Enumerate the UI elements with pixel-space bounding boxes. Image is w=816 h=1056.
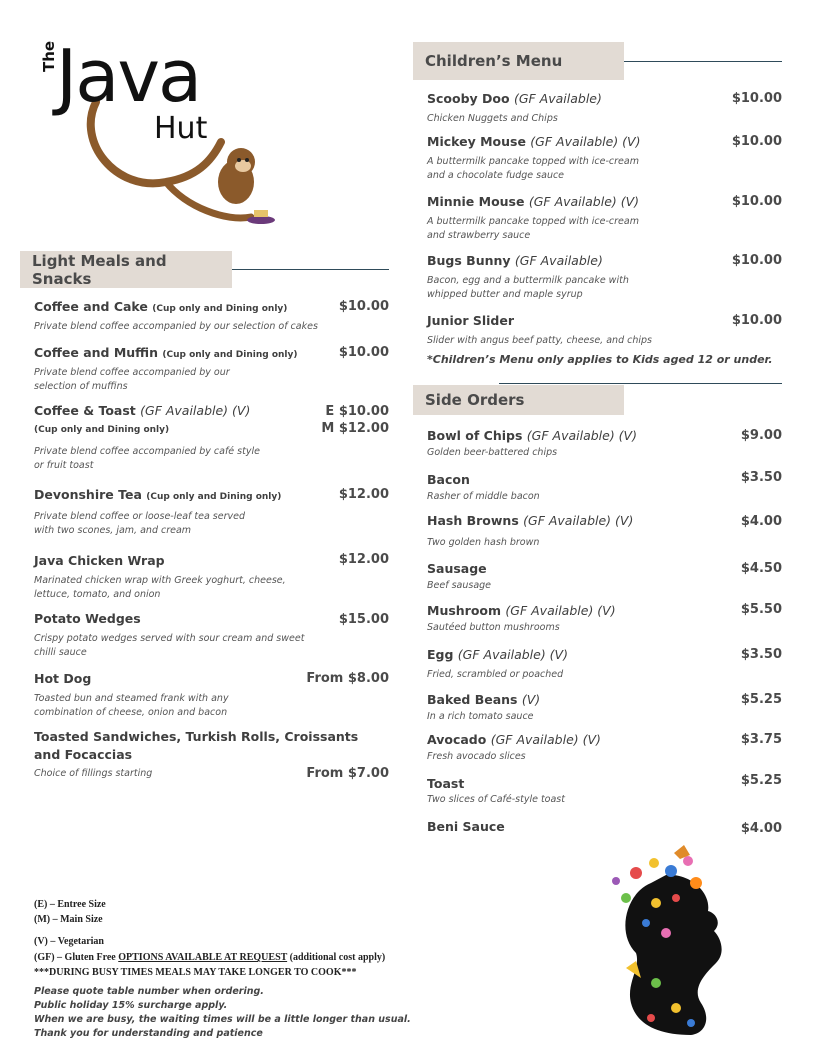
item-tag: (GF Available) (V) bbox=[505, 603, 616, 618]
gf-prefix: (GF) – Gluten Free bbox=[34, 952, 119, 963]
side-item-mushroom bbox=[427, 603, 727, 635]
item-desc-line2: lettuce, tomato, and onion bbox=[34, 589, 161, 600]
item-price-entree: E $10.00 bbox=[325, 404, 389, 419]
item-name: Sausage bbox=[427, 561, 487, 576]
side-item-egg bbox=[427, 647, 727, 682]
menu-item-junior-slider bbox=[427, 313, 767, 348]
floral-woman-illustration bbox=[596, 843, 756, 1038]
floral-silhouette-icon bbox=[596, 843, 756, 1038]
item-desc-line1: Crispy potato wedges served with sour cream and sweet bbox=[34, 633, 305, 644]
legend-gluten-free bbox=[34, 952, 385, 963]
menu-item-bugs-bunny bbox=[427, 253, 727, 302]
item-name: Bacon bbox=[427, 472, 470, 487]
item-price: $4.00 bbox=[740, 821, 782, 836]
item-note: (Cup only and Dining only) bbox=[146, 492, 282, 502]
gf-suffix: (additional cost apply) bbox=[287, 952, 386, 963]
item-desc: Golden beer-battered chips bbox=[427, 447, 558, 458]
logo-hut: Hut bbox=[154, 111, 208, 146]
item-desc-line2: selection of muffins bbox=[34, 381, 128, 392]
menu-item-potato-wedges bbox=[34, 611, 334, 660]
menu-item-coffee-cake bbox=[34, 299, 334, 334]
item-desc: In a rich tomato sauce bbox=[427, 711, 534, 722]
item-name: Java Chicken Wrap bbox=[34, 553, 165, 568]
item-price: $3.75 bbox=[740, 732, 782, 747]
item-desc-line2: chilli sauce bbox=[34, 647, 87, 658]
item-note: (Cup only and Dining only) bbox=[34, 425, 170, 435]
item-desc: Slider with angus beef patty, cheese, and chips bbox=[427, 335, 652, 346]
footer-note-3: When we are busy, the waiting times will be a little longer than usual. bbox=[34, 1014, 411, 1025]
legend-vegetarian: (V) – Vegetarian bbox=[34, 936, 104, 947]
side-item-baked-beans bbox=[427, 692, 727, 724]
item-name: Toast bbox=[427, 776, 465, 791]
item-desc-line1: Private blend coffee accompanied by café style bbox=[34, 446, 260, 457]
logo-the: The bbox=[40, 40, 58, 72]
childrens-menu-note: *Children’s Menu only applies to Kids aged 12 or under. bbox=[427, 353, 773, 366]
item-price: $10.00 bbox=[731, 313, 782, 328]
item-name: Hot Dog bbox=[34, 671, 92, 686]
item-price: $9.00 bbox=[740, 428, 782, 443]
item-price: $10.00 bbox=[731, 134, 782, 149]
light-meals-rule bbox=[232, 269, 389, 270]
item-price: $10.00 bbox=[731, 253, 782, 268]
side-item-avocado bbox=[427, 732, 727, 764]
item-price: $3.50 bbox=[740, 647, 782, 662]
item-desc: Two slices of Café-style toast bbox=[427, 794, 565, 805]
item-tag: (GF Available) (V) bbox=[523, 513, 634, 528]
legend-main: (M) – Main Size bbox=[34, 914, 103, 925]
item-price: From $7.00 bbox=[306, 766, 389, 781]
side-item-bacon bbox=[427, 472, 727, 504]
side-item-sausage bbox=[427, 561, 727, 593]
item-desc-line2: and a chocolate fudge sauce bbox=[427, 170, 565, 181]
legend-entree: (E) – Entree Size bbox=[34, 899, 106, 910]
item-name-line1: Toasted Sandwiches, Turkish Rolls, Croissants bbox=[34, 729, 359, 744]
item-tag: (GF Available) (V) bbox=[528, 194, 640, 209]
item-desc: Fried, scrambled or poached bbox=[427, 669, 564, 680]
busy-times-warning: ***DURING BUSY TIMES MEALS MAY TAKE LONGER TO COOK*** bbox=[34, 967, 357, 978]
item-name: Scooby Doo bbox=[427, 91, 510, 106]
item-name: Avocado bbox=[427, 732, 487, 747]
menu-item-mickey-mouse bbox=[427, 134, 727, 183]
item-price: $10.00 bbox=[338, 345, 389, 360]
item-name: Junior Slider bbox=[427, 313, 514, 328]
item-name: Mickey Mouse bbox=[427, 134, 526, 149]
item-desc-line1: Private blend coffee or loose-leaf tea served bbox=[34, 511, 245, 522]
item-tag: (GF Available) bbox=[513, 91, 602, 106]
item-price: $10.00 bbox=[731, 194, 782, 209]
item-desc: Beef sausage bbox=[427, 580, 492, 591]
item-desc-line2: whipped butter and maple syrup bbox=[427, 289, 583, 300]
logo-java: Java bbox=[56, 34, 201, 118]
item-price: $10.00 bbox=[731, 91, 782, 106]
light-meals-heading: Light Meals and Snacks bbox=[20, 251, 232, 288]
item-price: $15.00 bbox=[338, 612, 389, 627]
item-price: From $8.00 bbox=[306, 671, 389, 686]
item-desc-line1: Private blend coffee accompanied by our bbox=[34, 367, 230, 378]
menu-item-coffee-toast bbox=[34, 403, 334, 473]
item-tag: (GF Available) (V) bbox=[490, 732, 601, 747]
item-price: $4.00 bbox=[740, 514, 782, 529]
item-name-line2: and Focaccias bbox=[34, 747, 133, 762]
item-desc: Fresh avocado slices bbox=[427, 751, 526, 762]
item-desc-line1: A buttermilk pancake topped with ice-cream bbox=[427, 156, 639, 167]
menu-item-hot-dog bbox=[34, 671, 334, 720]
item-desc: Private blend coffee accompanied by our selection of cakes bbox=[34, 321, 318, 332]
item-name: Coffee and Muffin bbox=[34, 345, 159, 360]
item-name: Coffee and Cake bbox=[34, 299, 148, 314]
item-name: Devonshire Tea bbox=[34, 487, 142, 502]
side-item-beni-sauce bbox=[427, 819, 727, 834]
item-name: Potato Wedges bbox=[34, 611, 141, 626]
menu-item-minnie-mouse bbox=[427, 194, 727, 243]
item-name: Bugs Bunny bbox=[427, 253, 511, 268]
item-desc-line1: A buttermilk pancake topped with ice-cream bbox=[427, 216, 639, 227]
item-price: $12.00 bbox=[338, 552, 389, 567]
item-tag: (GF Available) (V) bbox=[140, 403, 251, 418]
item-desc: Two golden hash brown bbox=[427, 537, 540, 548]
footer-note-4: Thank you for understanding and patience bbox=[34, 1028, 263, 1039]
menu-item-scooby-doo bbox=[427, 91, 727, 126]
footer-note-1: Please quote table number when ordering. bbox=[34, 986, 264, 997]
item-price-main: M $12.00 bbox=[321, 421, 389, 436]
item-desc-line1: Bacon, egg and a buttermilk pancake with bbox=[427, 275, 629, 286]
item-price: $4.50 bbox=[740, 561, 782, 576]
item-name: Beni Sauce bbox=[427, 819, 505, 834]
item-tag: (GF Available) (V) bbox=[530, 134, 641, 149]
item-name: Baked Beans bbox=[427, 692, 518, 707]
menu-item-devonshire-tea bbox=[34, 487, 334, 538]
item-desc: Rasher of middle bacon bbox=[427, 491, 540, 502]
item-desc-line2: and strawberry sauce bbox=[427, 230, 531, 241]
item-price: $5.25 bbox=[740, 773, 782, 788]
side-orders-heading: Side Orders bbox=[413, 385, 624, 415]
footer-note-2: Public holiday 15% surcharge apply. bbox=[34, 1000, 228, 1011]
item-name: Mushroom bbox=[427, 603, 502, 618]
side-item-bowl-of-chips bbox=[427, 428, 727, 460]
item-desc: Choice of fillings starting bbox=[34, 768, 153, 779]
item-name: Coffee & Toast bbox=[34, 403, 136, 418]
gf-options: OPTIONS AVAILABLE AT REQUEST bbox=[118, 952, 288, 963]
item-note: (Cup only and Dining only) bbox=[152, 304, 288, 314]
item-tag: (GF Available) (V) bbox=[526, 428, 637, 443]
item-desc-line1: Toasted bun and steamed frank with any bbox=[34, 693, 229, 704]
item-price: $5.25 bbox=[740, 692, 782, 707]
side-item-toast bbox=[427, 776, 727, 807]
item-name: Hash Browns bbox=[427, 513, 519, 528]
item-tag: (V) bbox=[521, 692, 541, 707]
item-desc-line2: or fruit toast bbox=[34, 460, 94, 471]
side-item-hash-browns bbox=[427, 513, 727, 550]
menu-item-coffee-muffin bbox=[34, 345, 334, 394]
menu-item-chicken-wrap bbox=[34, 553, 334, 602]
item-price: $12.00 bbox=[338, 487, 389, 502]
item-tag: (GF Available) bbox=[514, 253, 603, 268]
item-note: (Cup only and Dining only) bbox=[162, 350, 298, 360]
item-tag: (GF Available) (V) bbox=[457, 647, 568, 662]
item-price: $10.00 bbox=[338, 299, 389, 314]
item-name: Egg bbox=[427, 647, 454, 662]
childrens-menu-rule bbox=[624, 61, 782, 62]
childrens-menu-heading: Children’s Menu bbox=[413, 42, 624, 80]
item-price: $3.50 bbox=[740, 470, 782, 485]
item-desc-line2: with two scones, jam, and cream bbox=[34, 525, 192, 536]
item-name: Bowl of Chips bbox=[427, 428, 523, 443]
item-desc-line1: Marinated chicken wrap with Greek yoghurt, cheese, bbox=[34, 575, 286, 586]
item-price: $5.50 bbox=[740, 602, 782, 617]
item-desc: Sautéed button mushrooms bbox=[427, 622, 560, 633]
logo bbox=[36, 32, 286, 232]
item-desc: Chicken Nuggets and Chips bbox=[427, 113, 558, 124]
item-name: Minnie Mouse bbox=[427, 194, 525, 209]
item-desc-line2: combination of cheese, onion and bacon bbox=[34, 707, 228, 718]
side-orders-top-rule bbox=[499, 383, 782, 384]
